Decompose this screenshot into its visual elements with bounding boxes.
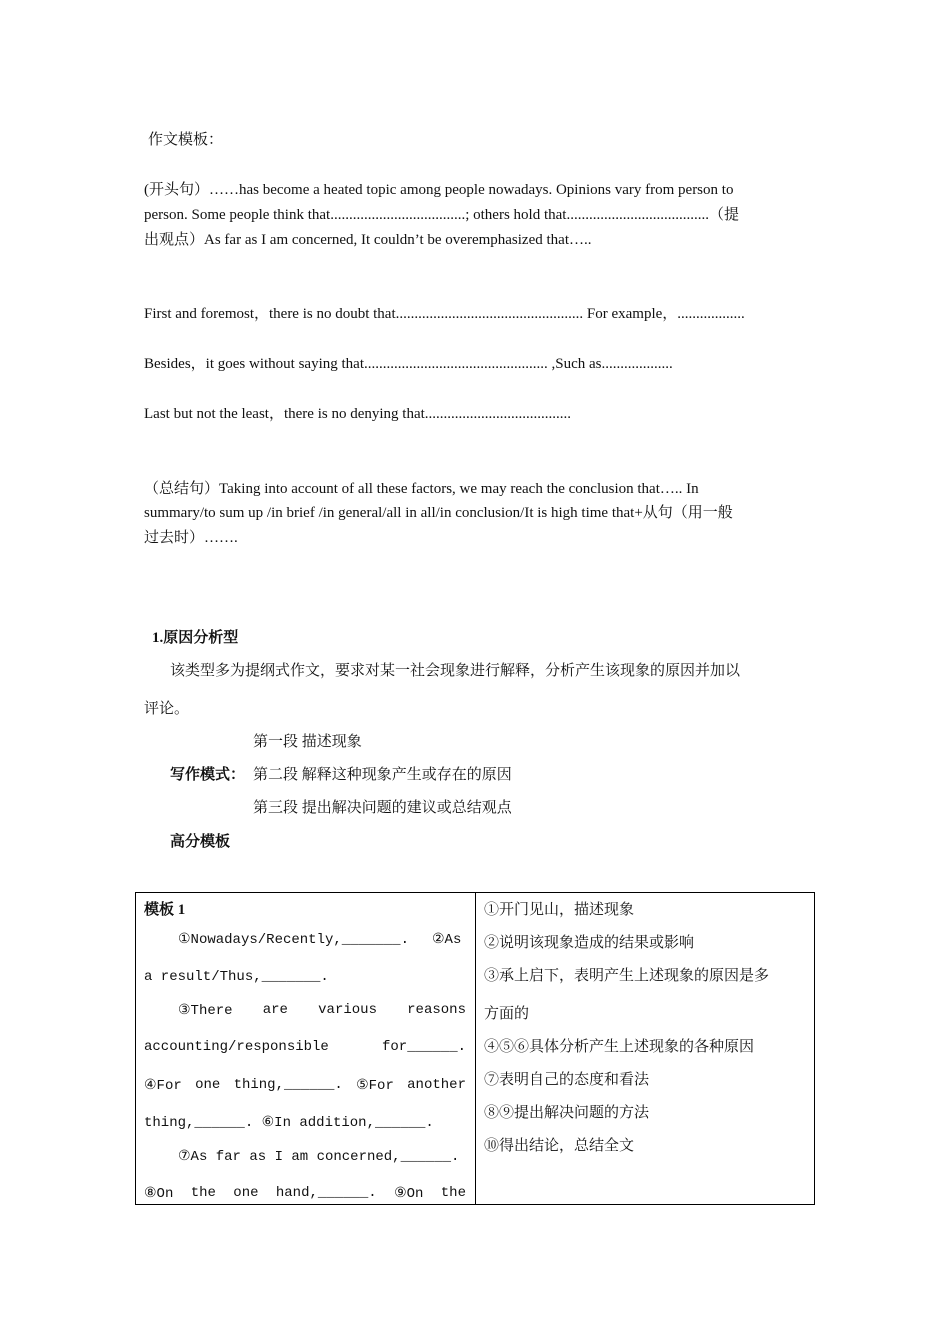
section-desc-1: 该类型多为提纲式作文，要求对某一社会现象进行解释，分析产生该现象的原因并加以 [170,663,741,679]
point-besides: Besides，it goes without saying that................................................. ,Such as................... [144,356,673,372]
table-left-line: ⑦As far as I am concerned,______. [178,1149,460,1165]
high-score-template-heading: 高分模板 [170,834,231,850]
point-last: Last but not the least，there is no denying that....................................... [144,406,572,422]
table-left-title: 模板 1 [144,902,186,918]
table-right-line: 方面的 [484,1006,530,1022]
template-table [135,892,815,1205]
point-first: First and foremost，there is no doubt that.................................................. For example，.................. [144,306,745,322]
template-heading: 作文模板： [148,132,224,148]
table-left-line: ③There are various reasons [178,1002,466,1019]
table-right-line: ②说明该现象造成的结果或影响 [484,935,695,951]
table-right-line: ⑦表明自己的态度和看法 [484,1072,650,1088]
mode-para-3: 第三段 提出解决问题的建议或总结观点 [253,800,512,816]
table-left-line: a result/Thus,_______. [144,969,329,985]
intro-text-2: person. Some people think that....................................; others hold that......................................（提 [144,207,739,223]
table-right-line: ⑧⑨提出解决问题的方法 [484,1105,650,1121]
table-left-line: accounting/responsible for______. [144,1039,466,1055]
table-left-line: thing,______. ⑥In addition,______. [144,1115,434,1131]
table-right-line: ⑩得出结论，总结全文 [484,1138,635,1154]
conclusion-line-1 [144,477,806,498]
intro-line-1 [144,178,806,199]
section-title: 1.原因分析型 [152,630,239,646]
mode-label: 写作模式： [170,767,246,783]
table-right-line: ①开门见山，描述现象 [484,902,635,918]
intro-line-2 [144,203,806,224]
section-desc-2: 评论。 [144,701,190,717]
mode-para-2: 第二段 解释这种现象产生或存在的原因 [253,767,512,783]
conclusion-text-2: summary/to sum up /in brief /in general/all in all/in conclusion/It is high time that+从句（用一般 [144,505,733,521]
conclusion-line-2 [144,501,806,522]
intro-line-3: 出观点）As far as I am concerned, It couldn’t be overemphasized that….. [144,232,592,248]
table-left-line: ②As [432,932,462,948]
table-divider [475,893,476,1204]
table-left-line: ①Nowadays/Recently,_______. [178,932,409,948]
conclusion-text-1: （总结句）Taking into account of all these factors, we may reach the conclusion that….. In [144,481,699,497]
table-right-line: ③承上启下，表明产生上述现象的原因是多 [484,968,770,984]
conclusion-line-3: 过去时）……. [144,530,238,546]
table-left-line: ④For one thing,______. ⑤For another [144,1077,466,1094]
mode-para-1: 第一段 描述现象 [253,734,362,750]
table-left-line: ⑧On the one hand,______. ⑨On the [144,1185,466,1202]
intro-text-1: (开头句）……has become a heated topic among people nowadays. Opinions vary from person to [144,182,734,198]
table-right-line: ④⑤⑥具体分析产生上述现象的各种原因 [484,1039,755,1055]
